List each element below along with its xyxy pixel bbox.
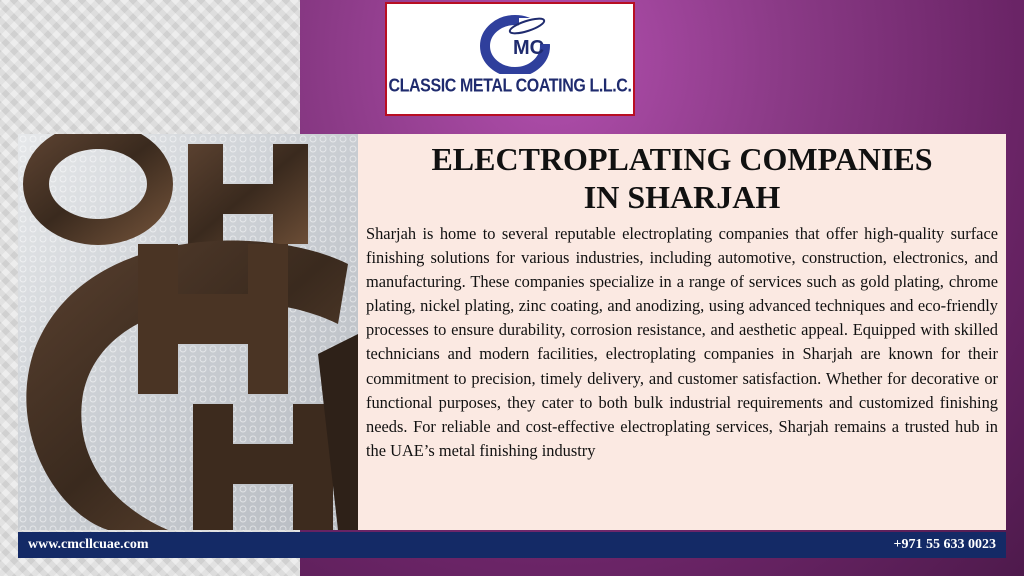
phone-number: +971 55 633 0023 bbox=[893, 537, 996, 552]
company-logo bbox=[385, 2, 635, 116]
title-line-1: ELECTROPLATING COMPANIES bbox=[431, 141, 933, 177]
slide-body: Sharjah is home to several reputable electroplating companies that offer high-quality surface finishing solutions for various industries, including automotive, construction, electronics, and manufacturing. These companies specialize in a range of services such as gold plating, chrome plating, nickel plating, zinc coating, and anodizing, using advanced techniques and eco-friendly processes to ensure durability, corrosion resistance, and aesthetic appeal. Equipped with skilled technicians and modern facilities, electroplating companies in Sharjah are known for their commitment to precision, timely delivery, and customer satisfaction. Whether for decorative or functional purposes, they cater to both bulk industrial requirements and customized finishing needs. For reliable and cost-effective electroplating services, Sharjah remains a trusted hub in the UAE’s metal finishing industry bbox=[366, 224, 998, 460]
letters-photo bbox=[18, 134, 358, 530]
cmc-logo-icon bbox=[479, 14, 551, 74]
metal-letters-image bbox=[18, 134, 358, 530]
content-panel bbox=[358, 134, 1006, 530]
slide-title bbox=[366, 140, 998, 216]
title-line-2: IN SHARJAH bbox=[583, 179, 781, 215]
footer-bar bbox=[18, 532, 1006, 558]
logo-monogram: MC bbox=[513, 37, 545, 59]
website-link[interactable]: www.cmcllcuae.com bbox=[28, 537, 149, 552]
company-name: CLASSIC METAL COATING L.L.C. bbox=[388, 76, 632, 97]
